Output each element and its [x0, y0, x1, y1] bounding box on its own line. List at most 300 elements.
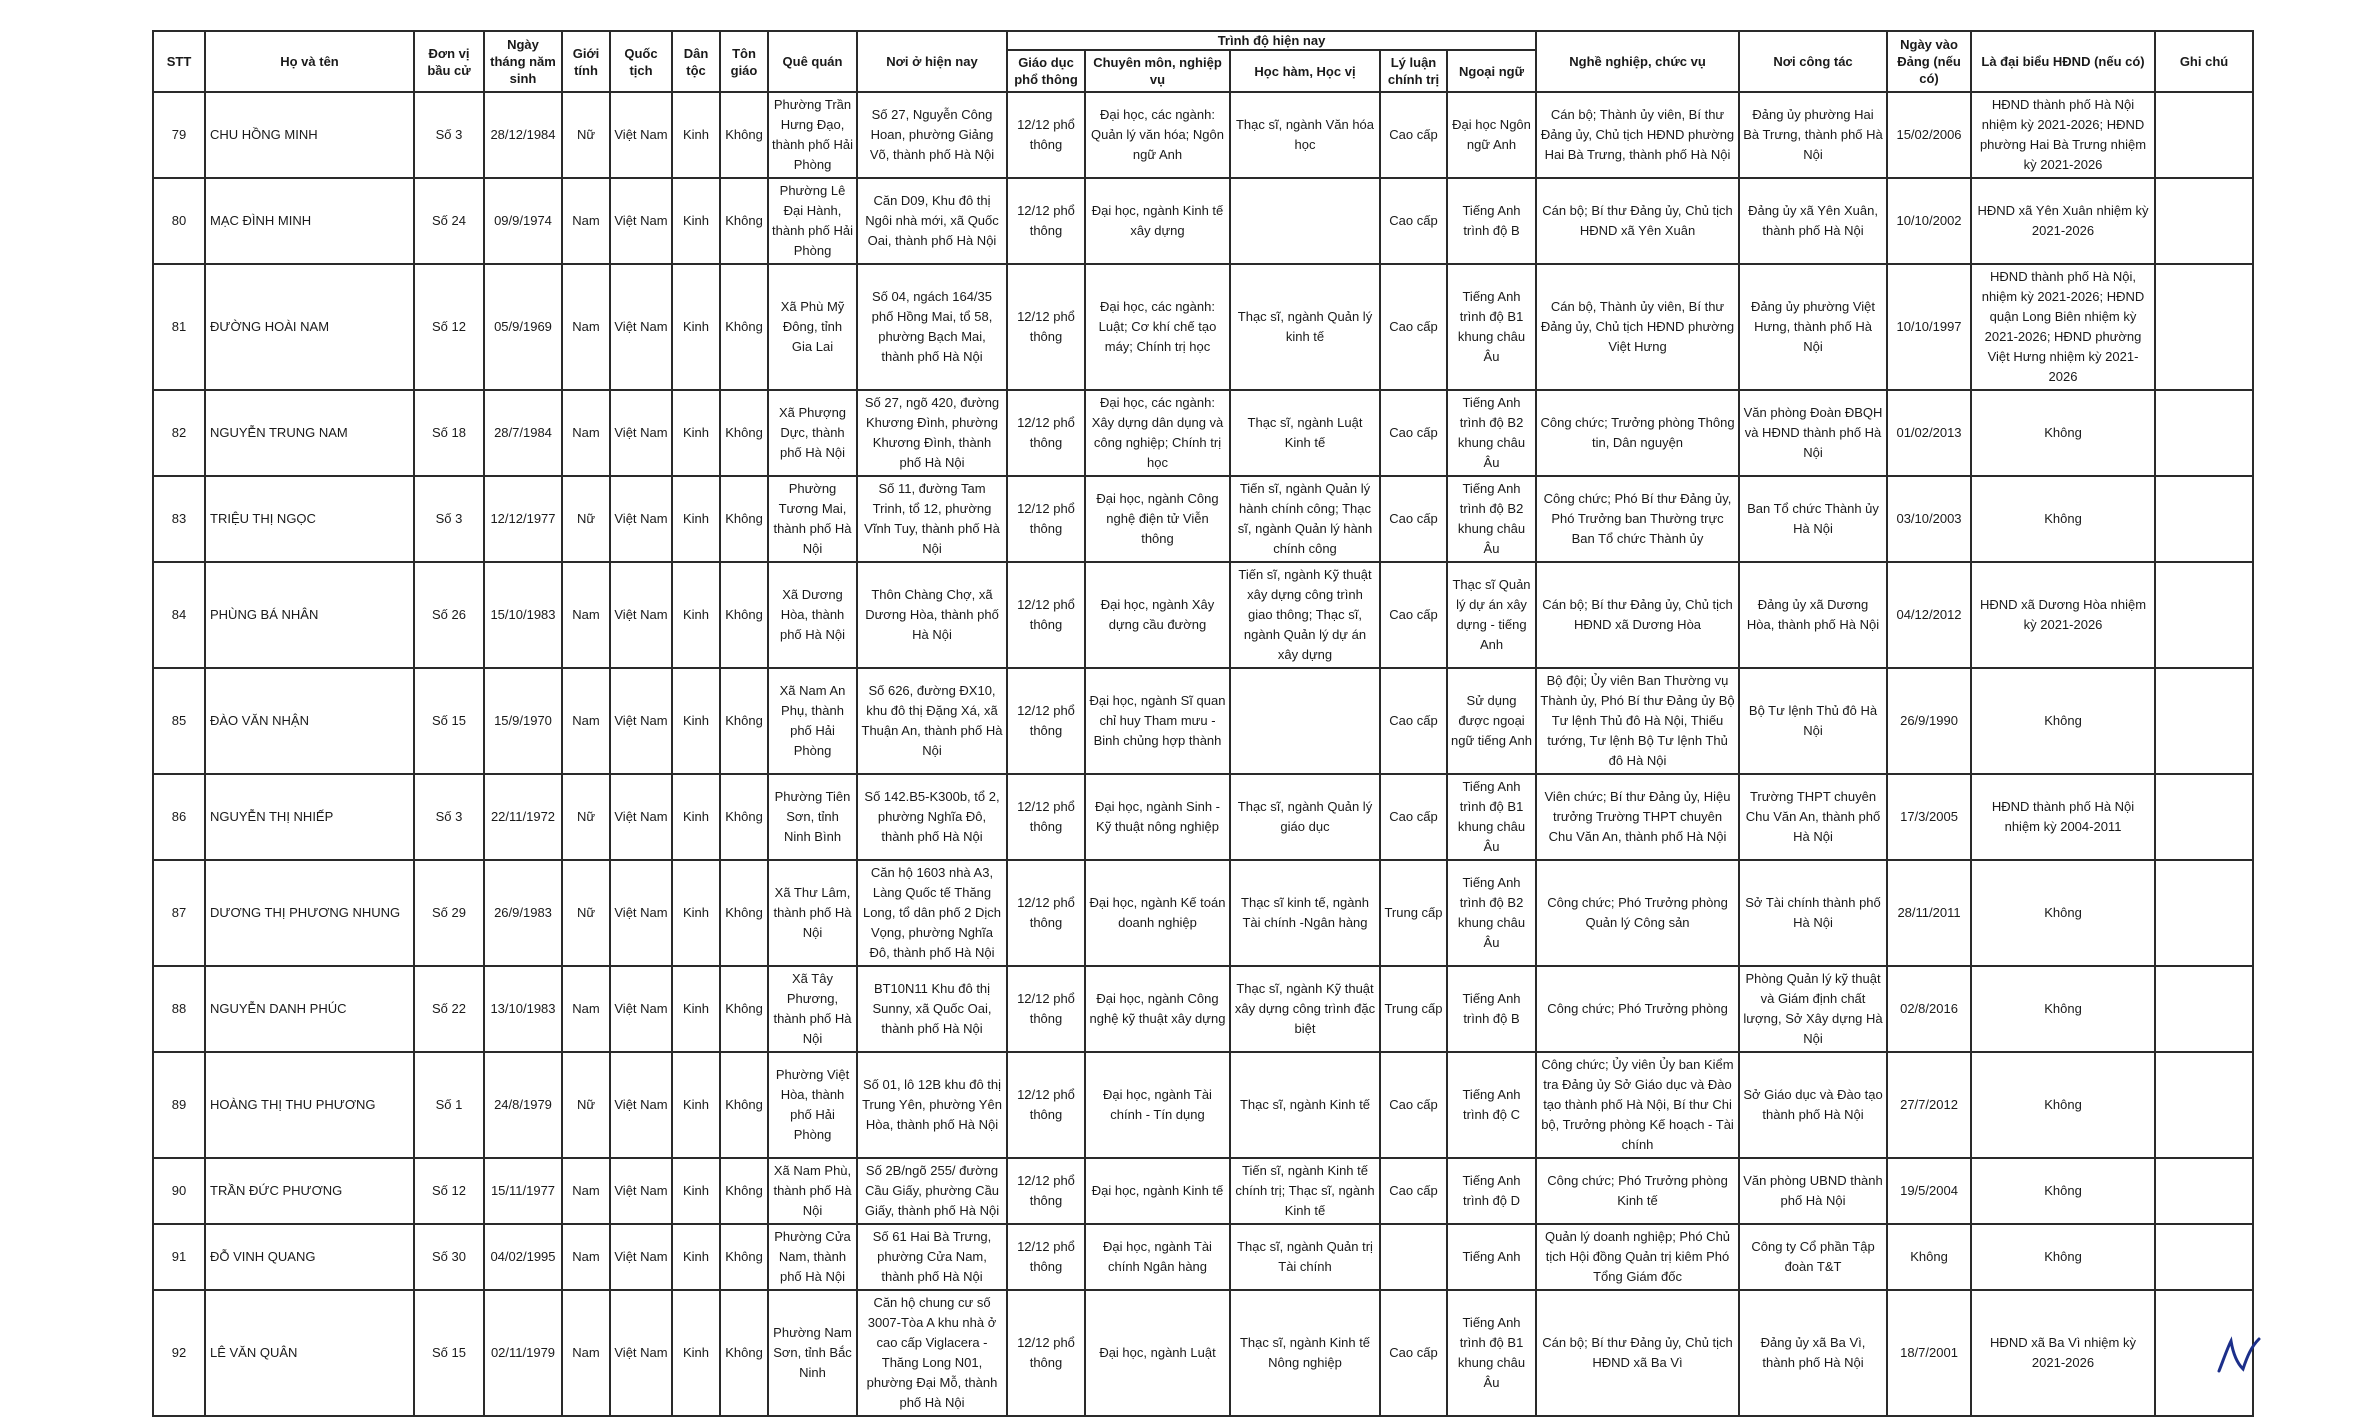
header-language: Ngoại ngữ	[1447, 50, 1536, 92]
dob-cell: 13/10/1983	[484, 966, 562, 1052]
religion-cell: Không	[720, 92, 768, 178]
header-nationality: Quốc tịch	[610, 31, 672, 92]
hometown-cell: Xã Nam Phù, thành phố Hà Nội	[768, 1158, 857, 1224]
workplace-cell: Sở Giáo dục và Đào tạo thành phố Hà Nội	[1739, 1052, 1887, 1158]
table-row	[153, 562, 2253, 668]
gender-cell: Nữ	[562, 860, 610, 966]
nationality-cell: Việt Nam	[610, 1224, 672, 1290]
workplace-cell: Đảng ủy phường Việt Hưng, thành phố Hà Nội	[1739, 264, 1887, 390]
name-cell: ĐƯỜNG HOÀI NAM	[205, 264, 414, 390]
gender-cell: Nam	[562, 178, 610, 264]
political-cell: Cao cấp	[1380, 264, 1447, 390]
dob-cell: 28/7/1984	[484, 390, 562, 476]
occupation-cell: Công chức; Ủy viên Ủy ban Kiểm tra Đảng ủy Sở Giáo dục và Đào tạo thành phố Hà Nội, Bí thư Chi bộ, Trưởng phòng Kế hoạch - Tài chính	[1536, 1052, 1739, 1158]
party-date-cell: 04/12/2012	[1887, 562, 1971, 668]
hometown-cell: Xã Phượng Dực, thành phố Hà Nội	[768, 390, 857, 476]
table-row	[153, 1052, 2253, 1158]
note-cell	[2155, 860, 2253, 966]
hometown-cell: Phường Cửa Nam, thành phố Hà Nội	[768, 1224, 857, 1290]
name-cell: ĐỖ VINH QUANG	[205, 1224, 414, 1290]
note-cell	[2155, 1052, 2253, 1158]
header-hometown: Quê quán	[768, 31, 857, 92]
ethnicity-cell: Kinh	[672, 178, 720, 264]
dob-cell: 15/11/1977	[484, 1158, 562, 1224]
degree-cell	[1230, 668, 1380, 774]
table-row	[153, 774, 2253, 860]
nationality-cell: Việt Nam	[610, 966, 672, 1052]
workplace-cell: Phòng Quản lý kỹ thuật và Giám định chất lượng, Sở Xây dựng Hà Nội	[1739, 966, 1887, 1052]
profession-cell: Đại học, ngành Tài chính Ngân hàng	[1085, 1224, 1230, 1290]
dob-cell: 12/12/1977	[484, 476, 562, 562]
general-edu-cell: 12/12 phổ thông	[1007, 92, 1085, 178]
unit-cell: Số 15	[414, 1290, 484, 1416]
name-cell: TRẦN ĐỨC PHƯƠNG	[205, 1158, 414, 1224]
dob-cell: 02/11/1979	[484, 1290, 562, 1416]
language-cell: Thạc sĩ Quản lý dự án xây dựng - tiếng Anh	[1447, 562, 1536, 668]
language-cell: Tiếng Anh trình độ B	[1447, 966, 1536, 1052]
political-cell	[1380, 1224, 1447, 1290]
nationality-cell: Việt Nam	[610, 1052, 672, 1158]
degree-cell: Tiến sĩ, ngành Quản lý hành chính công; Thạc sĩ, ngành Quản lý hành chính công	[1230, 476, 1380, 562]
language-cell: Tiếng Anh trình độ C	[1447, 1052, 1536, 1158]
political-cell: Cao cấp	[1380, 92, 1447, 178]
workplace-cell: Văn phòng UBND thành phố Hà Nội	[1739, 1158, 1887, 1224]
residence-cell: Số 626, đường ĐX10, khu đô thị Đặng Xá, xã Thuận An, thành phố Hà Nội	[857, 668, 1007, 774]
table-row	[153, 92, 2253, 178]
stt-cell: 83	[153, 476, 205, 562]
unit-cell: Số 3	[414, 92, 484, 178]
unit-cell: Số 26	[414, 562, 484, 668]
religion-cell: Không	[720, 860, 768, 966]
note-cell	[2155, 476, 2253, 562]
general-edu-cell: 12/12 phổ thông	[1007, 966, 1085, 1052]
header-general-edu: Giáo dục phổ thông	[1007, 50, 1085, 92]
name-cell: PHÙNG BÁ NHÂN	[205, 562, 414, 668]
hometown-cell: Xã Nam An Phụ, thành phố Hải Phòng	[768, 668, 857, 774]
dob-cell: 28/12/1984	[484, 92, 562, 178]
header-occupation: Nghề nghiệp, chức vụ	[1536, 31, 1739, 92]
stt-cell: 92	[153, 1290, 205, 1416]
unit-cell: Số 24	[414, 178, 484, 264]
occupation-cell: Cán bộ; Thành ủy viên, Bí thư Đảng ủy, Chủ tịch HĐND phường Hai Bà Trưng, thành phố Hà Nội	[1536, 92, 1739, 178]
note-cell	[2155, 562, 2253, 668]
language-cell: Tiếng Anh trình độ B2 khung châu Âu	[1447, 476, 1536, 562]
occupation-cell: Công chức; Phó Trưởng phòng Quản lý Công sản	[1536, 860, 1739, 966]
language-cell: Tiếng Anh trình độ B1 khung châu Âu	[1447, 1290, 1536, 1416]
language-cell: Tiếng Anh trình độ B1 khung châu Âu	[1447, 774, 1536, 860]
ethnicity-cell: Kinh	[672, 1052, 720, 1158]
unit-cell: Số 22	[414, 966, 484, 1052]
dob-cell: 05/9/1969	[484, 264, 562, 390]
gender-cell: Nữ	[562, 1052, 610, 1158]
political-cell: Trung cấp	[1380, 966, 1447, 1052]
political-cell: Trung cấp	[1380, 860, 1447, 966]
stt-cell: 80	[153, 178, 205, 264]
dob-cell: 09/9/1974	[484, 178, 562, 264]
degree-cell: Thạc sĩ, ngành Luật Kinh tế	[1230, 390, 1380, 476]
nationality-cell: Việt Nam	[610, 668, 672, 774]
delegate-cell: Không	[1971, 668, 2155, 774]
dob-cell: 24/8/1979	[484, 1052, 562, 1158]
ethnicity-cell: Kinh	[672, 774, 720, 860]
language-cell: Tiếng Anh trình độ B	[1447, 178, 1536, 264]
degree-cell: Tiến sĩ, ngành Kinh tế chính trị; Thạc sĩ, ngành Kinh tế	[1230, 1158, 1380, 1224]
delegate-cell: Không	[1971, 1158, 2155, 1224]
nationality-cell: Việt Nam	[610, 1158, 672, 1224]
table-row	[153, 860, 2253, 966]
gender-cell: Nam	[562, 966, 610, 1052]
profession-cell: Đại học, các ngành: Luật; Cơ khí chế tạo máy; Chính trị học	[1085, 264, 1230, 390]
table-row	[153, 1158, 2253, 1224]
nationality-cell: Việt Nam	[610, 774, 672, 860]
residence-cell: Số 11, đường Tam Trinh, tổ 12, phường Vĩnh Tuy, thành phố Hà Nội	[857, 476, 1007, 562]
general-edu-cell: 12/12 phổ thông	[1007, 1052, 1085, 1158]
occupation-cell: Viên chức; Bí thư Đảng ủy, Hiệu trưởng Trường THPT chuyên Chu Văn An, thành phố Hà Nội	[1536, 774, 1739, 860]
ethnicity-cell: Kinh	[672, 1158, 720, 1224]
party-date-cell: 03/10/2003	[1887, 476, 1971, 562]
occupation-cell: Công chức; Phó Trưởng phòng Kinh tế	[1536, 1158, 1739, 1224]
delegate-cell: Không	[1971, 1052, 2155, 1158]
party-date-cell: 02/8/2016	[1887, 966, 1971, 1052]
hometown-cell: Xã Tây Phương, thành phố Hà Nội	[768, 966, 857, 1052]
ethnicity-cell: Kinh	[672, 264, 720, 390]
stt-cell: 85	[153, 668, 205, 774]
workplace-cell: Đảng ủy phường Hai Bà Trưng, thành phố Hà Nội	[1739, 92, 1887, 178]
note-cell	[2155, 264, 2253, 390]
general-edu-cell: 12/12 phổ thông	[1007, 860, 1085, 966]
language-cell: Đại học Ngôn ngữ Anh	[1447, 92, 1536, 178]
residence-cell: Số 04, ngách 164/35 phố Hồng Mai, tổ 58, phường Bạch Mai, thành phố Hà Nội	[857, 264, 1007, 390]
nationality-cell: Việt Nam	[610, 860, 672, 966]
dob-cell: 22/11/1972	[484, 774, 562, 860]
profession-cell: Đại học, ngành Xây dựng cầu đường	[1085, 562, 1230, 668]
nationality-cell: Việt Nam	[610, 390, 672, 476]
candidate-roster	[152, 30, 2252, 1417]
general-edu-cell: 12/12 phổ thông	[1007, 562, 1085, 668]
residence-cell: BT10N11 Khu đô thị Sunny, xã Quốc Oai, thành phố Hà Nội	[857, 966, 1007, 1052]
religion-cell: Không	[720, 1290, 768, 1416]
delegate-cell: HĐND thành phố Hà Nội nhiệm kỳ 2004-2011	[1971, 774, 2155, 860]
profession-cell: Đại học, ngành Công nghệ kỹ thuật xây dựng	[1085, 966, 1230, 1052]
workplace-cell: Đảng ủy xã Yên Xuân, thành phố Hà Nội	[1739, 178, 1887, 264]
name-cell: NGUYỄN THỊ NHIẾP	[205, 774, 414, 860]
profession-cell: Đại học, các ngành: Quản lý văn hóa; Ngôn ngữ Anh	[1085, 92, 1230, 178]
political-cell: Cao cấp	[1380, 1158, 1447, 1224]
header-delegate: Là đại biểu HĐND (nếu có)	[1971, 31, 2155, 92]
religion-cell: Không	[720, 1052, 768, 1158]
table-row	[153, 264, 2253, 390]
header-note: Ghi chú	[2155, 31, 2253, 92]
table-row	[153, 476, 2253, 562]
delegate-cell: Không	[1971, 966, 2155, 1052]
general-edu-cell: 12/12 phổ thông	[1007, 668, 1085, 774]
workplace-cell: Văn phòng Đoàn ĐBQH và HĐND thành phố Hà Nội	[1739, 390, 1887, 476]
header-workplace: Nơi công tác	[1739, 31, 1887, 92]
degree-cell: Thạc sĩ kinh tế, ngành Tài chính -Ngân hàng	[1230, 860, 1380, 966]
delegate-cell: Không	[1971, 476, 2155, 562]
header-name: Họ và tên	[205, 31, 414, 92]
general-edu-cell: 12/12 phổ thông	[1007, 1290, 1085, 1416]
note-cell	[2155, 1158, 2253, 1224]
unit-cell: Số 3	[414, 774, 484, 860]
name-cell: DƯƠNG THỊ PHƯƠNG NHUNG	[205, 860, 414, 966]
profession-cell: Đại học, ngành Luật	[1085, 1290, 1230, 1416]
unit-cell: Số 1	[414, 1052, 484, 1158]
stt-cell: 82	[153, 390, 205, 476]
religion-cell: Không	[720, 264, 768, 390]
religion-cell: Không	[720, 668, 768, 774]
occupation-cell: Công chức; Phó Bí thư Đảng ủy, Phó Trưởng ban Thường trực Ban Tổ chức Thành ủy	[1536, 476, 1739, 562]
note-cell	[2155, 774, 2253, 860]
dob-cell: 15/10/1983	[484, 562, 562, 668]
religion-cell: Không	[720, 1224, 768, 1290]
note-cell	[2155, 1224, 2253, 1290]
residence-cell: Số 01, lô 12B khu đô thị Trung Yên, phường Yên Hòa, thành phố Hà Nội	[857, 1052, 1007, 1158]
workplace-cell: Sở Tài chính thành phố Hà Nội	[1739, 860, 1887, 966]
occupation-cell: Cán bộ; Bí thư Đảng ủy, Chủ tịch HĐND xã Ba Vì	[1536, 1290, 1739, 1416]
stt-cell: 90	[153, 1158, 205, 1224]
nationality-cell: Việt Nam	[610, 476, 672, 562]
header-party-date: Ngày vào Đảng (nếu có)	[1887, 31, 1971, 92]
political-cell: Cao cấp	[1380, 1052, 1447, 1158]
stt-cell: 81	[153, 264, 205, 390]
header-gender: Giới tính	[562, 31, 610, 92]
ethnicity-cell: Kinh	[672, 92, 720, 178]
religion-cell: Không	[720, 476, 768, 562]
hometown-cell: Phường Nam Sơn, tỉnh Bắc Ninh	[768, 1290, 857, 1416]
language-cell: Tiếng Anh trình độ B2 khung châu Âu	[1447, 390, 1536, 476]
residence-cell: Căn hộ chung cư số 3007-Tòa A khu nhà ở cao cấp Viglacera - Thăng Long N01, phường Đại Mỗ, thành phố Hà Nội	[857, 1290, 1007, 1416]
workplace-cell: Bộ Tư lệnh Thủ đô Hà Nội	[1739, 668, 1887, 774]
degree-cell: Thạc sĩ, ngành Kinh tế Nông nghiệp	[1230, 1290, 1380, 1416]
degree-cell: Thạc sĩ, ngành Văn hóa học	[1230, 92, 1380, 178]
nationality-cell: Việt Nam	[610, 1290, 672, 1416]
candidate-table	[152, 30, 2254, 1417]
header-education-group: Trình độ hiện nay	[1007, 31, 1536, 50]
nationality-cell: Việt Nam	[610, 264, 672, 390]
name-cell: LÊ VĂN QUÂN	[205, 1290, 414, 1416]
party-date-cell: 28/11/2011	[1887, 860, 1971, 966]
profession-cell: Đại học, ngành Kinh tế xây dựng	[1085, 178, 1230, 264]
language-cell: Tiếng Anh trình độ D	[1447, 1158, 1536, 1224]
degree-cell: Tiến sĩ, ngành Kỹ thuật xây dựng công trình giao thông; Thạc sĩ, ngành Quản lý dự án xây dựng	[1230, 562, 1380, 668]
note-cell	[2155, 668, 2253, 774]
profession-cell: Đại học, ngành Công nghệ điện tử Viễn thông	[1085, 476, 1230, 562]
dob-cell: 15/9/1970	[484, 668, 562, 774]
occupation-cell: Bộ đội; Ủy viên Ban Thường vụ Thành ủy, Phó Bí thư Đảng ủy Bộ Tư lệnh Thủ đô Hà Nội, Thiếu tướng, Tư lệnh Bộ Tư lệnh Thủ đô Hà Nội	[1536, 668, 1739, 774]
unit-cell: Số 29	[414, 860, 484, 966]
language-cell: Tiếng Anh trình độ B1 khung châu Âu	[1447, 264, 1536, 390]
profession-cell: Đại học, ngành Sinh - Kỹ thuật nông nghiệp	[1085, 774, 1230, 860]
signature-mark	[2213, 1333, 2263, 1377]
residence-cell: Số 61 Hai Bà Trưng, phường Cửa Nam, thành phố Hà Nội	[857, 1224, 1007, 1290]
note-cell	[2155, 92, 2253, 178]
general-edu-cell: 12/12 phổ thông	[1007, 390, 1085, 476]
gender-cell: Nam	[562, 668, 610, 774]
delegate-cell: HĐND thành phố Hà Nội, nhiệm kỳ 2021-2026; HĐND quận Long Biên nhiệm kỳ 2021-2026; HĐND phường Việt Hưng nhiệm kỳ 2021-2026	[1971, 264, 2155, 390]
note-cell	[2155, 178, 2253, 264]
table-row	[153, 668, 2253, 774]
residence-cell: Số 142.B5-K300b, tổ 2, phường Nghĩa Đô, thành phố Hà Nội	[857, 774, 1007, 860]
party-date-cell: 17/3/2005	[1887, 774, 1971, 860]
name-cell: NGUYỄN TRUNG NAM	[205, 390, 414, 476]
religion-cell: Không	[720, 774, 768, 860]
general-edu-cell: 12/12 phổ thông	[1007, 264, 1085, 390]
profession-cell: Đại học, ngành Kinh tế	[1085, 1158, 1230, 1224]
header-residence: Nơi ở hiện nay	[857, 31, 1007, 92]
political-cell: Cao cấp	[1380, 668, 1447, 774]
profession-cell: Đại học, ngành Sĩ quan chỉ huy Tham mưu - Binh chủng hợp thành	[1085, 668, 1230, 774]
table-row	[153, 178, 2253, 264]
name-cell: MẠC ĐÌNH MINH	[205, 178, 414, 264]
party-date-cell: 10/10/1997	[1887, 264, 1971, 390]
political-cell: Cao cấp	[1380, 390, 1447, 476]
gender-cell: Nam	[562, 1224, 610, 1290]
dob-cell: 26/9/1983	[484, 860, 562, 966]
gender-cell: Nam	[562, 562, 610, 668]
stt-cell: 87	[153, 860, 205, 966]
name-cell: HOÀNG THỊ THU PHƯƠNG	[205, 1052, 414, 1158]
nationality-cell: Việt Nam	[610, 178, 672, 264]
stt-cell: 86	[153, 774, 205, 860]
unit-cell: Số 15	[414, 668, 484, 774]
gender-cell: Nữ	[562, 476, 610, 562]
gender-cell: Nữ	[562, 92, 610, 178]
general-edu-cell: 12/12 phổ thông	[1007, 774, 1085, 860]
profession-cell: Đại học, ngành Kế toán doanh nghiệp	[1085, 860, 1230, 966]
degree-cell: Thạc sĩ, ngành Quản lý giáo dục	[1230, 774, 1380, 860]
degree-cell: Thạc sĩ, ngành Quản trị Tài chính	[1230, 1224, 1380, 1290]
general-edu-cell: 12/12 phổ thông	[1007, 476, 1085, 562]
name-cell: CHU HỒNG MINH	[205, 92, 414, 178]
party-date-cell: 27/7/2012	[1887, 1052, 1971, 1158]
nationality-cell: Việt Nam	[610, 562, 672, 668]
degree-cell: Thạc sĩ, ngành Kỹ thuật xây dựng công trình đặc biệt	[1230, 966, 1380, 1052]
residence-cell: Số 27, Nguyễn Công Hoan, phường Giảng Võ, thành phố Hà Nội	[857, 92, 1007, 178]
delegate-cell: HĐND xã Dương Hòa nhiệm kỳ 2021-2026	[1971, 562, 2155, 668]
hometown-cell: Phường Trần Hưng Đạo, thành phố Hải Phòng	[768, 92, 857, 178]
residence-cell: Căn hộ 1603 nhà A3, Làng Quốc tế Thăng Long, tổ dân phố 2 Dịch Vọng, phường Nghĩa Đô, thành phố Hà Nội	[857, 860, 1007, 966]
table-row	[153, 1224, 2253, 1290]
hometown-cell: Phường Tương Mai, thành phố Hà Nội	[768, 476, 857, 562]
hometown-cell: Xã Dương Hòa, thành phố Hà Nội	[768, 562, 857, 668]
delegate-cell: Không	[1971, 390, 2155, 476]
delegate-cell: HĐND xã Yên Xuân nhiệm kỳ 2021-2026	[1971, 178, 2155, 264]
hometown-cell: Xã Phù Mỹ Đông, tỉnh Gia Lai	[768, 264, 857, 390]
party-date-cell: 26/9/1990	[1887, 668, 1971, 774]
delegate-cell: HĐND xã Ba Vì nhiệm kỳ 2021-2026	[1971, 1290, 2155, 1416]
political-cell: Cao cấp	[1380, 774, 1447, 860]
stt-cell: 84	[153, 562, 205, 668]
ethnicity-cell: Kinh	[672, 390, 720, 476]
unit-cell: Số 3	[414, 476, 484, 562]
party-date-cell: 10/10/2002	[1887, 178, 1971, 264]
delegate-cell: Không	[1971, 1224, 2155, 1290]
ethnicity-cell: Kinh	[672, 1224, 720, 1290]
residence-cell: Số 2B/ngõ 255/ đường Cầu Giấy, phường Cầu Giấy, thành phố Hà Nội	[857, 1158, 1007, 1224]
occupation-cell: Cán bộ; Bí thư Đảng ủy, Chủ tịch HĐND xã Dương Hòa	[1536, 562, 1739, 668]
gender-cell: Nam	[562, 1290, 610, 1416]
residence-cell: Số 27, ngõ 420, đường Khương Đình, phường Khương Đình, thành phố Hà Nội	[857, 390, 1007, 476]
hometown-cell: Phường Việt Hòa, thành phố Hải Phòng	[768, 1052, 857, 1158]
ethnicity-cell: Kinh	[672, 562, 720, 668]
header-political: Lý luận chính trị	[1380, 50, 1447, 92]
language-cell: Sử dụng được ngoại ngữ tiếng Anh	[1447, 668, 1536, 774]
header-dob: Ngày tháng năm sinh	[484, 31, 562, 92]
ethnicity-cell: Kinh	[672, 668, 720, 774]
gender-cell: Nam	[562, 264, 610, 390]
residence-cell: Thôn Chàng Chợ, xã Dương Hòa, thành phố Hà Nội	[857, 562, 1007, 668]
header-stt: STT	[153, 31, 205, 92]
language-cell: Tiếng Anh	[1447, 1224, 1536, 1290]
workplace-cell: Đảng ủy xã Ba Vì, thành phố Hà Nội	[1739, 1290, 1887, 1416]
workplace-cell: Ban Tổ chức Thành ủy Hà Nội	[1739, 476, 1887, 562]
table-row	[153, 966, 2253, 1052]
workplace-cell: Công ty Cổ phần Tập đoàn T&T	[1739, 1224, 1887, 1290]
table-row	[153, 390, 2253, 476]
religion-cell: Không	[720, 178, 768, 264]
stt-cell: 89	[153, 1052, 205, 1158]
ethnicity-cell: Kinh	[672, 860, 720, 966]
note-cell	[2155, 966, 2253, 1052]
occupation-cell: Công chức; Phó Trưởng phòng	[1536, 966, 1739, 1052]
occupation-cell: Cán bộ, Thành ủy viên, Bí thư Đảng ủy, Chủ tịch HĐND phường Việt Hưng	[1536, 264, 1739, 390]
ethnicity-cell: Kinh	[672, 966, 720, 1052]
gender-cell: Nữ	[562, 774, 610, 860]
gender-cell: Nam	[562, 390, 610, 476]
stt-cell: 88	[153, 966, 205, 1052]
name-cell: ĐÀO VĂN NHẬN	[205, 668, 414, 774]
header-profession: Chuyên môn, nghiệp vụ	[1085, 50, 1230, 92]
hometown-cell: Phường Lê Đại Hành, thành phố Hải Phòng	[768, 178, 857, 264]
general-edu-cell: 12/12 phổ thông	[1007, 178, 1085, 264]
ethnicity-cell: Kinh	[672, 1290, 720, 1416]
occupation-cell: Cán bộ; Bí thư Đảng ủy, Chủ tịch HĐND xã Yên Xuân	[1536, 178, 1739, 264]
hometown-cell: Xã Thư Lâm, thành phố Hà Nội	[768, 860, 857, 966]
header-degree: Học hàm, Học vị	[1230, 50, 1380, 92]
stt-cell: 79	[153, 92, 205, 178]
header-unit: Đơn vị bầu cử	[414, 31, 484, 92]
unit-cell: Số 12	[414, 264, 484, 390]
religion-cell: Không	[720, 1158, 768, 1224]
name-cell: NGUYỄN DANH PHÚC	[205, 966, 414, 1052]
religion-cell: Không	[720, 390, 768, 476]
residence-cell: Căn D09, Khu đô thị Ngôi nhà mới, xã Quốc Oai, thành phố Hà Nội	[857, 178, 1007, 264]
general-edu-cell: 12/12 phổ thông	[1007, 1158, 1085, 1224]
name-cell: TRIỆU THỊ NGỌC	[205, 476, 414, 562]
degree-cell: Thạc sĩ, ngành Kinh tế	[1230, 1052, 1380, 1158]
header-religion: Tôn giáo	[720, 31, 768, 92]
political-cell: Cao cấp	[1380, 476, 1447, 562]
occupation-cell: Quản lý doanh nghiệp; Phó Chủ tịch Hội đồng Quản trị kiêm Phó Tổng Giám đốc	[1536, 1224, 1739, 1290]
general-edu-cell: 12/12 phổ thông	[1007, 1224, 1085, 1290]
table-row	[153, 1290, 2253, 1416]
degree-cell	[1230, 178, 1380, 264]
party-date-cell: 18/7/2001	[1887, 1290, 1971, 1416]
delegate-cell: HĐND thành phố Hà Nội nhiệm kỳ 2021-2026; HĐND phường Hai Bà Trưng nhiệm kỳ 2021-2026	[1971, 92, 2155, 178]
political-cell: Cao cấp	[1380, 1290, 1447, 1416]
workplace-cell: Đảng ủy xã Dương Hòa, thành phố Hà Nội	[1739, 562, 1887, 668]
note-cell	[2155, 390, 2253, 476]
religion-cell: Không	[720, 562, 768, 668]
religion-cell: Không	[720, 966, 768, 1052]
unit-cell: Số 12	[414, 1158, 484, 1224]
degree-cell: Thạc sĩ, ngành Quản lý kinh tế	[1230, 264, 1380, 390]
unit-cell: Số 18	[414, 390, 484, 476]
nationality-cell: Việt Nam	[610, 92, 672, 178]
party-date-cell: 01/02/2013	[1887, 390, 1971, 476]
delegate-cell: Không	[1971, 860, 2155, 966]
